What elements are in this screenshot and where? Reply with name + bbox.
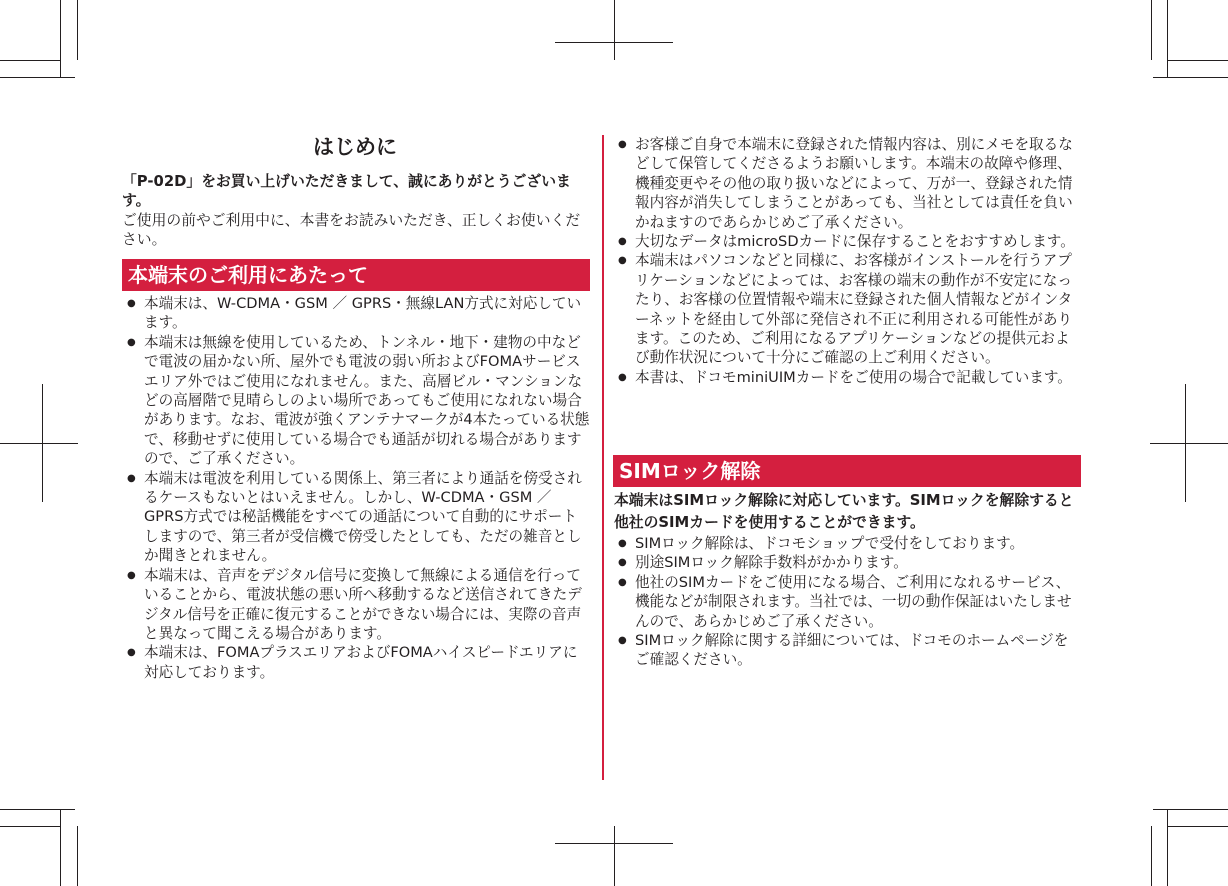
crop-mark <box>77 0 78 60</box>
crop-mark <box>1151 826 1152 886</box>
registration-mark <box>42 384 43 502</box>
list-item: ● お客様ご自身で本端末に登録された情報内容は、別にメモを取るなどして保管してくださるようお願いします。本端末の故障や修理、機種変更やその他の取り扱いなどによって、万が一、登録された情報内容が消失してしまうことがあっても、当社としては責任を負いかねますのであらかじめご了承ください。 <box>615 135 1081 232</box>
crop-mark <box>1153 77 1228 78</box>
list-item: ● SIMロック解除は、ドコモショップで受付をしております。 <box>615 534 1081 553</box>
registration-mark <box>1150 443 1228 444</box>
list-item: ● 別途SIMロック解除手数料がかかります。 <box>615 553 1081 572</box>
list-item: ● SIMロック解除に関する詳細については、ドコモのホームページをご確認ください。 <box>615 631 1081 670</box>
crop-mark <box>77 826 78 886</box>
list-item: ● 本端末は無線を使用しているため、トンネル・地下・建物の中などで電波の届かない所、屋外でも電波の弱い所およびFOMAサービスエリア外ではご使用になれません。また、高層ビル・マンションなどの高層階で見晴らしのよい場所であってもご使用になれない場合があります。なお、電波が強くアンテナマークが4本たっている状態で、移動せずに使用している場合でも通話が切れる場合がありますので、ご了承ください。 <box>124 333 590 469</box>
intro <box>122 172 590 250</box>
list-item: ● 本端末は、W-CDMA・GSM ／ GPRS・無線LAN方式に対応しています。 <box>124 294 590 333</box>
sim-unlock-lead: 本端末はSIMロック解除に対応しています。SIMロックを解除すると他社のSIMカードを使用することができます。 <box>614 492 1074 531</box>
sim-unlock-list <box>615 534 1081 670</box>
intro-text: ご使用の前やご利用中に、本書をお読みいただき、正しくお使いください。 <box>122 211 581 249</box>
list-item: ● 本端末は電波を利用している関係上、第三者により通話を傍受されるケースもないとはいえません。しかし、W-CDMA・GSM ／ GPRS方式では秘話機能をすべての通話について自動的にサポートしますので、第三者が受信機で傍受したとしても、ただの雑音としか聞きとれません。 <box>124 469 590 566</box>
intro-greeting: 「P-02D」をお買い上げいただきまして、誠にありがとうございます。 <box>122 173 571 210</box>
registration-mark <box>614 826 615 886</box>
crop-mark <box>0 826 60 827</box>
crop-mark <box>1167 0 1168 77</box>
crop-mark <box>1168 826 1228 827</box>
section-heading-usage: 本端末のご利用にあたって <box>122 259 590 291</box>
registration-mark <box>1185 384 1186 502</box>
list-item: ● 本端末は、音声をデジタル信号に変換して無線による通信を行っていることから、電波状態の悪い所へ移動するなど送信されてきたデジタル信号を正確に復元することができない場合には、実際の音声と異なって聞こえる場合があります。 <box>124 566 590 644</box>
registration-mark <box>614 0 615 60</box>
section-heading-sim-unlock: SIMロック解除 <box>613 455 1081 487</box>
crop-mark <box>60 809 61 886</box>
crop-mark <box>1167 809 1168 886</box>
usage-notes-list <box>124 294 590 682</box>
column-divider <box>602 135 604 780</box>
usage-notes-list-continued <box>615 135 1081 387</box>
page-title: はじめに <box>313 135 397 159</box>
list-item: ● 大切なデータはmicroSDカードに保存することをおすすめします。 <box>615 232 1081 251</box>
registration-mark <box>0 443 78 444</box>
list-item: ● 本書は、ドコモminiUIMカードをご使用の場合で記載しています。 <box>615 368 1081 387</box>
crop-mark <box>0 809 75 810</box>
list-item: ● 本端末は、FOMAプラスエリアおよびFOMAハイスピードエリアに対応しております。 <box>124 643 590 682</box>
crop-mark <box>1153 809 1228 810</box>
crop-mark <box>1151 0 1152 60</box>
crop-mark <box>1168 60 1228 61</box>
crop-mark <box>0 60 60 61</box>
list-item: ● 本端末はパソコンなどと同様に、お客様がインストールを行うアプリケーションなどによっては、お客様の端末の動作が不安定になったり、お客様の位置情報や端末に登録された個人情報などがインターネットを経由して外部に発信され不正に利用される可能性があります。このため、ご利用になるアプリケーションなどの提供元および動作状況について十分にご確認の上ご利用ください。 <box>615 251 1081 367</box>
list-item: ● 他社のSIMカードをご使用になる場合、ご利用になれるサービス、機能などが制限されます。当社では、一切の動作保証はいたしませんので、あらかじめご了承ください。 <box>615 573 1081 631</box>
crop-mark <box>60 0 61 77</box>
crop-mark <box>0 77 75 78</box>
